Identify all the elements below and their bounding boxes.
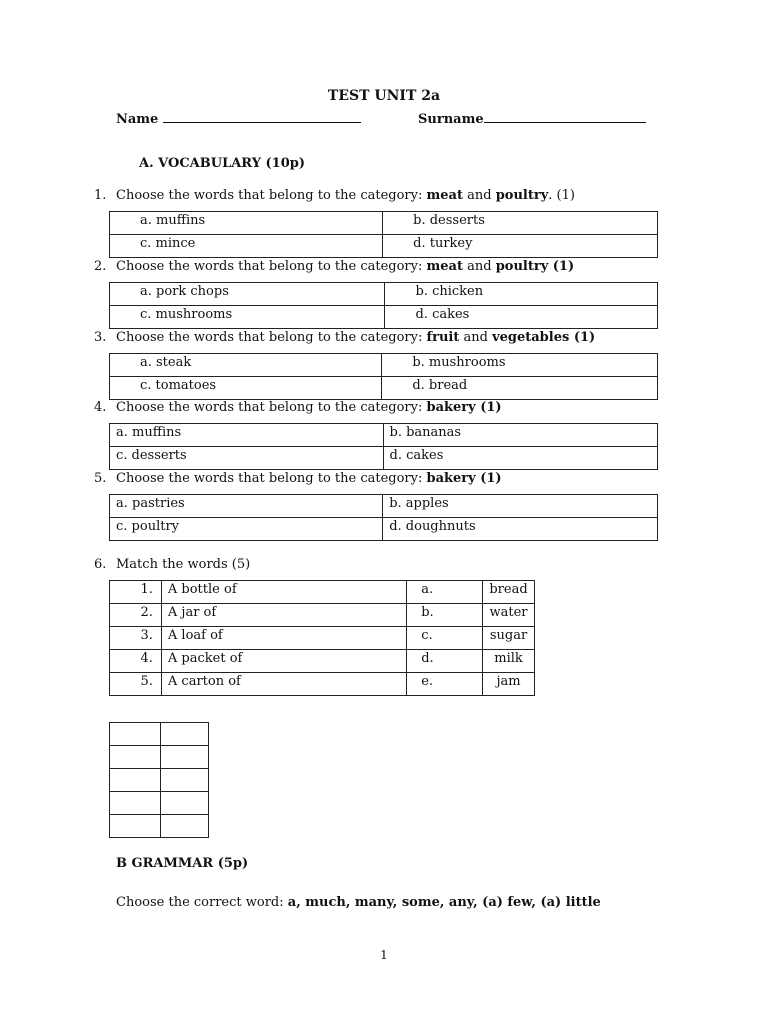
option-cell[interactable]: b. bananas [383, 424, 657, 447]
category-word: bakery (1) [426, 471, 502, 486]
item-phrase: A packet of [161, 650, 406, 673]
options-row [110, 212, 658, 235]
option-cell[interactable]: b. mushrooms [382, 354, 658, 377]
answer-cell[interactable] [161, 723, 209, 746]
name-field[interactable] [116, 110, 361, 127]
question-number: 5. [94, 471, 107, 486]
table-row [110, 673, 535, 696]
option-cell[interactable]: c. mushrooms [110, 306, 385, 329]
options-row [110, 235, 658, 258]
answer-cell[interactable] [161, 746, 209, 769]
page-title: TEST UNIT 2a [327, 88, 441, 104]
question-number: 3. [94, 330, 107, 345]
category-word: bakery (1) [426, 400, 502, 415]
options-row [110, 354, 658, 377]
question-text: Choose the words that belong to the category: [116, 471, 427, 486]
category-word: poultry (1) [495, 259, 575, 274]
options-table-1 [109, 211, 658, 258]
options-row [110, 495, 658, 518]
question-number: 2. [94, 259, 107, 274]
answer-cell[interactable] [110, 769, 161, 792]
answer-row [110, 792, 209, 815]
answer-row [110, 746, 209, 769]
item-number: 4. [110, 650, 162, 673]
category-word: vegetables (1) [492, 330, 596, 345]
options-row [110, 283, 658, 306]
answer-row [110, 769, 209, 792]
match-question [94, 557, 250, 572]
connector: and [459, 330, 493, 345]
grammar-instruction [116, 895, 601, 910]
options-row [110, 518, 658, 541]
answer-cell[interactable] [110, 815, 161, 838]
answer-cell[interactable] [161, 792, 209, 815]
question-3 [94, 330, 595, 345]
options-table-5 [109, 494, 658, 541]
surname-label: Surname [418, 112, 484, 127]
option-cell[interactable]: a. pastries [110, 495, 383, 518]
section-b-heading: B GRAMMAR (5p) [116, 856, 249, 871]
option-cell[interactable]: c. tomatoes [110, 377, 382, 400]
item-letter: e. [407, 673, 483, 696]
question-number: 4. [94, 400, 107, 415]
question-text: Choose the words that belong to the category: [116, 400, 427, 415]
item-phrase: A jar of [161, 604, 406, 627]
question-number: 6. [94, 557, 107, 572]
answer-cell[interactable] [161, 815, 209, 838]
item-letter: a. [407, 581, 483, 604]
table-row [110, 581, 535, 604]
options-row [110, 424, 658, 447]
item-phrase: A loaf of [161, 627, 406, 650]
options-table-2 [109, 282, 658, 329]
question-text: Choose the words that belong to the category: [116, 188, 427, 203]
option-cell[interactable]: d. cakes [383, 447, 657, 470]
item-number: 3. [110, 627, 162, 650]
surname-field[interactable] [418, 110, 646, 127]
item-number: 1. [110, 581, 162, 604]
option-cell[interactable]: b. chicken [385, 283, 658, 306]
connector: and [462, 188, 496, 203]
answer-grid[interactable] [109, 722, 209, 838]
item-phrase: A bottle of [161, 581, 406, 604]
option-cell[interactable]: a. pork chops [110, 283, 385, 306]
options-row [110, 377, 658, 400]
question-text: Match the words (5) [116, 557, 251, 572]
name-label: Name [116, 112, 159, 127]
grammar-prefix: Choose the correct word: [116, 895, 288, 910]
item-word: jam [483, 673, 535, 696]
item-number: 2. [110, 604, 162, 627]
surname-blank[interactable] [484, 110, 646, 123]
category-word: fruit [426, 330, 460, 345]
item-letter: b. [407, 604, 483, 627]
option-cell[interactable]: b. desserts [383, 212, 658, 235]
section-a-heading: A. VOCABULARY (10p) [139, 156, 305, 171]
item-word: milk [483, 650, 535, 673]
option-cell[interactable]: a. muffins [110, 212, 383, 235]
item-word: bread [483, 581, 535, 604]
answer-row [110, 815, 209, 838]
answer-cell[interactable] [110, 792, 161, 815]
option-cell[interactable]: c. mince [110, 235, 383, 258]
question-1 [94, 188, 575, 203]
category-word: meat [426, 188, 463, 203]
category-word: meat [426, 259, 463, 274]
options-table-3 [109, 353, 658, 400]
table-row [110, 604, 535, 627]
answer-cell[interactable] [161, 769, 209, 792]
option-cell[interactable]: c. poultry [110, 518, 383, 541]
match-table [109, 580, 535, 696]
connector: and [462, 259, 496, 274]
question-2 [94, 259, 574, 274]
question-number: 1. [94, 188, 107, 203]
option-cell[interactable]: a. muffins [110, 424, 384, 447]
table-row [110, 650, 535, 673]
question-4 [94, 400, 502, 415]
option-cell[interactable]: a. steak [110, 354, 382, 377]
answer-cell[interactable] [110, 723, 161, 746]
options-row [110, 306, 658, 329]
question-text: Choose the words that belong to the category: [116, 330, 427, 345]
category-word: poultry [495, 188, 549, 203]
answer-cell[interactable] [110, 746, 161, 769]
item-number: 5. [110, 673, 162, 696]
page-number: 1 [380, 948, 388, 962]
grammar-words: a, much, many, some, any, (a) few, (a) little [287, 895, 601, 910]
option-cell[interactable]: d. doughnuts [383, 518, 658, 541]
question-5 [94, 471, 502, 486]
item-letter: d. [407, 650, 483, 673]
option-cell[interactable]: d. bread [382, 377, 658, 400]
name-blank[interactable] [163, 110, 361, 123]
options-table-4 [109, 423, 658, 470]
item-word: sugar [483, 627, 535, 650]
options-row [110, 447, 658, 470]
item-word: water [483, 604, 535, 627]
question-text: Choose the words that belong to the category: [116, 259, 427, 274]
option-cell[interactable]: d. cakes [385, 306, 658, 329]
option-cell[interactable]: b. apples [383, 495, 658, 518]
option-cell[interactable]: d. turkey [383, 235, 658, 258]
points: . (1) [548, 188, 575, 203]
item-letter: c. [407, 627, 483, 650]
table-row [110, 627, 535, 650]
option-cell[interactable]: c. desserts [110, 447, 384, 470]
item-phrase: A carton of [161, 673, 406, 696]
answer-row [110, 723, 209, 746]
